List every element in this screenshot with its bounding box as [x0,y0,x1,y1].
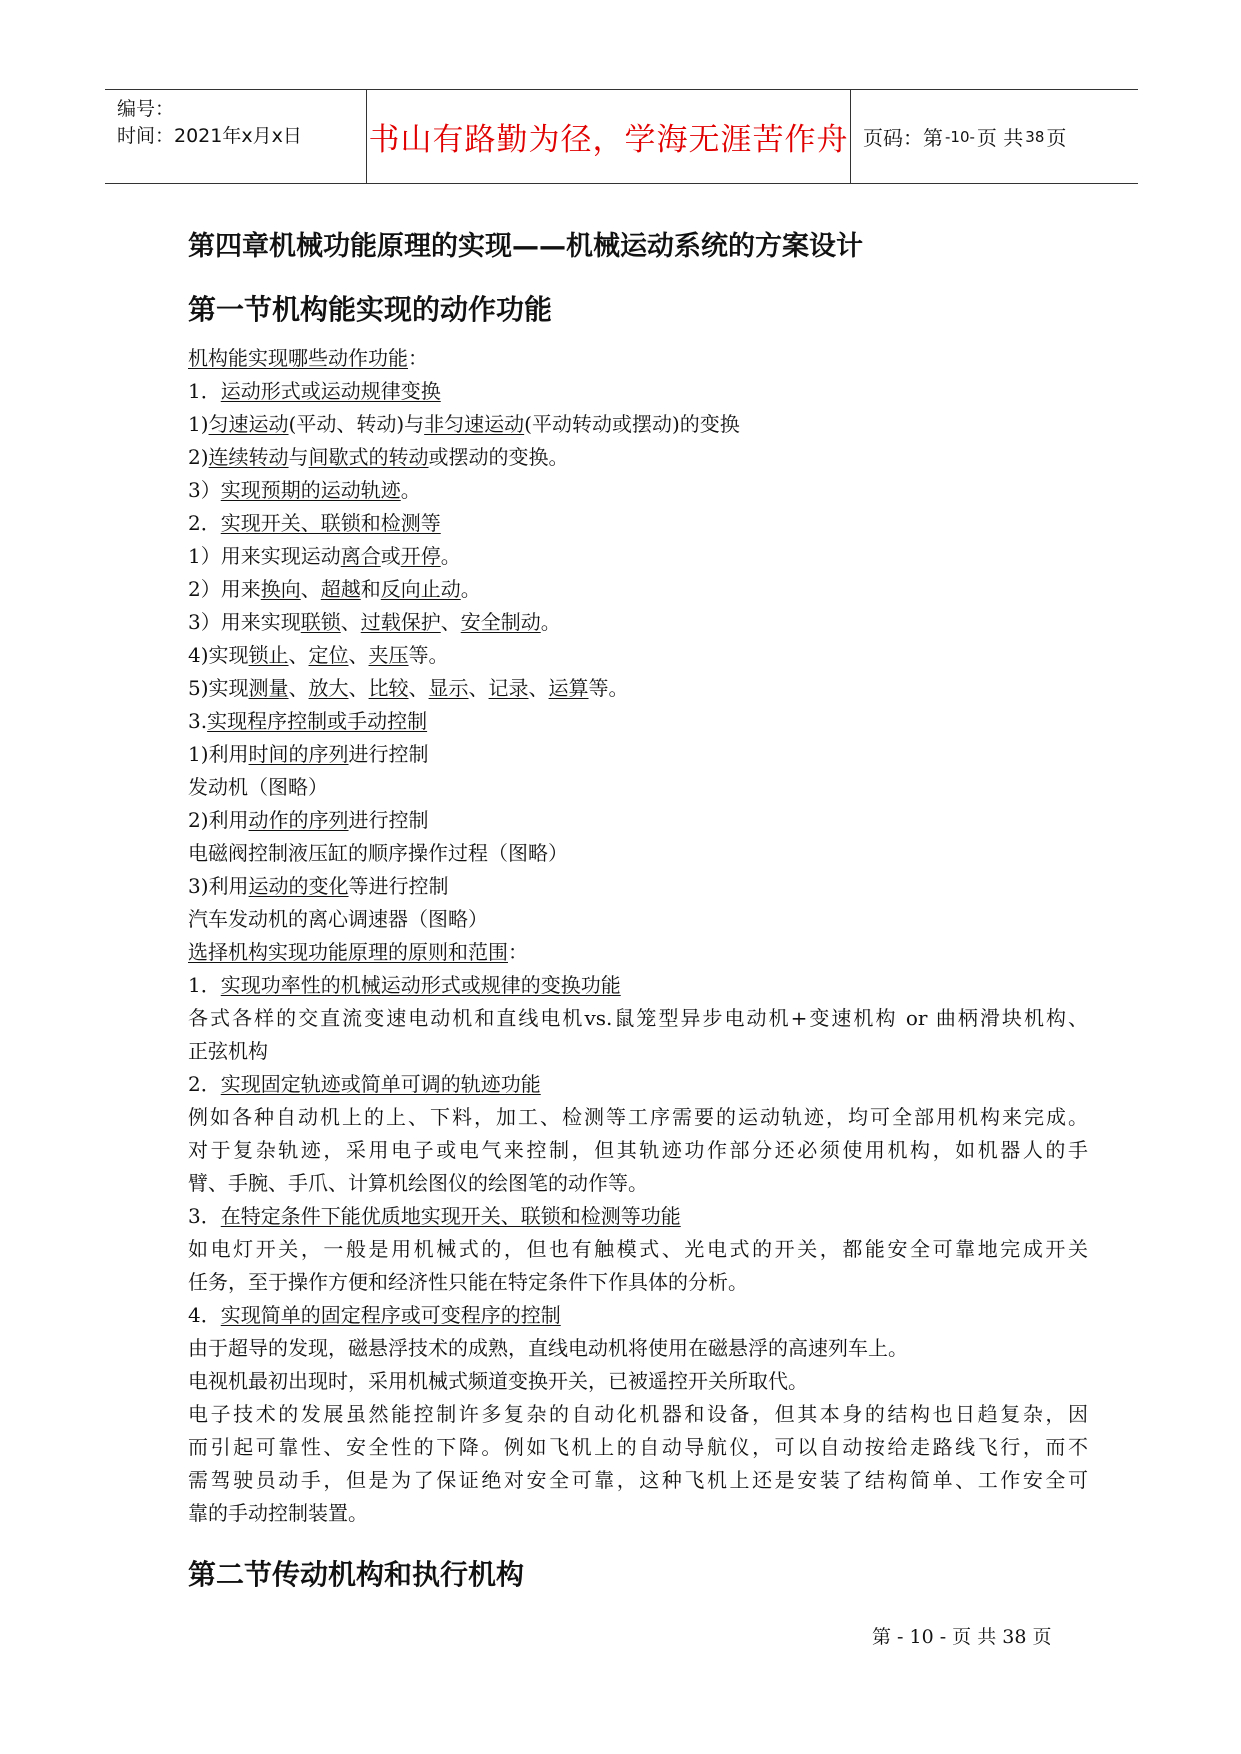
text-line [188,342,1088,375]
underlined-term: 夹压 [368,643,409,667]
text-segment: 如电灯开关，一般是用机械式的，但也有触模式、光电式的开关，都能安全可靠地完成开关 [188,1237,1088,1261]
text-segment: 电磁阀控制液压缸的顺序操作过程（图略） [188,841,568,865]
text-segment: 1． [188,379,221,403]
text-line [188,1365,1088,1398]
text-segment: 电视机最初出现时，采用机械式频道变换开关，已被遥控开关所取代。 [188,1369,808,1393]
text-line [188,573,1088,606]
motto-text: 书山有路勤为径，学海无涯苦作舟 [368,122,849,158]
underlined-term: 匀速运动 [208,412,289,436]
page-number: -10- [945,127,975,146]
text-line [188,1497,1088,1530]
underlined-term: 比较 [368,676,409,700]
text-segment: 2）用来 [188,577,261,601]
text-line [188,474,1088,507]
section-1-title: 第一节机构能实现的动作功能 [188,293,553,326]
text-segment: 等。 [408,643,449,667]
page-header [105,89,1138,184]
text-segment: ： [408,346,428,370]
page-prefix: 页码：第 [863,126,943,150]
text-segment: 5)实现 [188,676,249,700]
text-line [188,672,1088,705]
underlined-term: 机构能实现哪些动作功能 [188,346,408,370]
text-line [188,606,1088,639]
text-segment: 对于复杂轨迹，采用电子或电气来控制，但其轨迹功作部分还必须使用机构，如机器人的手 [188,1138,1088,1162]
underlined-term: 显示 [428,676,469,700]
underlined-term: 实现开关、联锁和检测等 [220,511,441,535]
underlined-term: 运动的变化 [248,874,349,898]
text-line [188,936,1088,969]
text-segment: 3. [188,709,208,733]
text-segment: 而引起可靠性、安全性的下降。例如飞机上的自动导航仪，可以自动按给走路线飞行，而不 [188,1435,1088,1459]
text-segment: 进行控制 [348,808,429,832]
text-segment: 3)利用 [188,874,249,898]
text-line [188,738,1088,771]
body-text [188,342,1088,1530]
chapter-title: 第四章机械功能原理的实现——机械运动系统的方案设计 [188,231,863,262]
text-line [188,837,1088,870]
text-segment: 、 [348,676,369,700]
text-segment: 、 [288,676,309,700]
text-line [188,1431,1088,1464]
text-segment: 汽车发动机的离心调速器（图略） [188,907,488,931]
text-segment: 任务，至于操作方便和经济性只能在特定条件下作具体的分析。 [188,1270,748,1294]
text-segment: 。 [400,478,421,502]
text-segment: 发动机（图略） [188,775,328,799]
text-segment: 1) [188,412,209,436]
header-left-cell [105,90,367,183]
underlined-term: 非匀速运动 [424,412,525,436]
text-segment: 例如各种自动机上的上、下料，加工、检测等工序需要的运动轨迹，均可全部用机构来完成。 [188,1105,1088,1129]
header-motto-cell [367,90,851,183]
page-total: 38 [1025,127,1045,146]
text-line [188,408,1088,441]
text-segment: 、 [300,577,321,601]
text-segment: 、 [440,610,461,634]
text-segment: 、 [408,676,429,700]
text-line [188,705,1088,738]
text-segment: 2． [188,1072,221,1096]
text-segment: 4)实现 [188,643,249,667]
text-line [188,1002,1088,1035]
text-segment: 进行控制 [348,742,429,766]
underlined-term: 动作的序列 [248,808,349,832]
underlined-term: 运动形式或运动规律变换 [220,379,441,403]
text-segment: 。 [540,610,561,634]
underlined-term: 超越 [320,577,361,601]
underlined-term: 运算 [548,676,589,700]
text-line [188,1167,1088,1200]
underlined-term: 间歇式的转动 [308,445,429,469]
text-segment: 3） [188,478,221,502]
text-segment: 、 [348,643,369,667]
underlined-term: 时间的序列 [248,742,349,766]
text-line [188,1200,1088,1233]
text-segment: 电子技术的发展虽然能控制许多复杂的自动化机器和设备，但其本身的结构也日趋复杂，因 [188,1402,1088,1426]
text-segment: 3）用来实现 [188,610,301,634]
underlined-term: 实现功率性的机械运动形式或规律的变换功能 [220,973,621,997]
underlined-term: 记录 [488,676,529,700]
text-line [188,1398,1088,1431]
text-line [188,639,1088,672]
underlined-term: 反向止动 [380,577,461,601]
text-line [188,1035,1088,1068]
underlined-term: 实现简单的固定程序或可变程序的控制 [220,1303,561,1327]
text-segment: 或摆动的变换。 [428,445,569,469]
underlined-term: 开停 [400,544,441,568]
text-line [188,1101,1088,1134]
text-line [188,1332,1088,1365]
time-label: 时间：2021年x月x日 [117,125,302,147]
text-line [188,1299,1088,1332]
text-segment: 1． [188,973,221,997]
text-segment: 由于超导的发现，磁悬浮技术的成熟，直线电动机将使用在磁悬浮的高速列车上。 [188,1336,908,1360]
text-segment: 2)利用 [188,808,249,832]
text-segment: 、 [528,676,549,700]
underlined-term: 联锁 [300,610,341,634]
text-segment: 、 [468,676,489,700]
text-segment: 臂、手腕、手爪、计算机绘图仪的绘图笔的动作等。 [188,1171,648,1195]
text-line [188,969,1088,1002]
underlined-term: 放大 [308,676,349,700]
text-segment: 正弦机构 [188,1039,268,1063]
text-segment: 3． [188,1204,221,1228]
text-segment: (平动转动或摆动)的变换 [524,412,740,436]
page-end: 页 [1046,126,1067,150]
text-segment: 4． [188,1303,221,1327]
text-segment: 需驾驶员动手，但是为了保证绝对安全可靠，这种飞机上还是安装了结构简单、工作安全可 [188,1468,1088,1492]
text-line [188,1233,1088,1266]
text-segment: 等进行控制 [348,874,449,898]
underlined-term: 实现固定轨迹或简单可调的轨迹功能 [220,1072,541,1096]
text-segment: (平动、转动)与 [288,412,425,436]
text-line [188,540,1088,573]
underlined-term: 测量 [248,676,289,700]
underlined-term: 定位 [308,643,349,667]
underlined-term: 安全制动 [460,610,541,634]
underlined-term: 换向 [260,577,301,601]
text-segment: 1）用来实现运动 [188,544,341,568]
text-segment: 。 [460,577,481,601]
text-segment: 2． [188,511,221,535]
text-segment: 各式各样的交直流变速电动机和直线电机vs.鼠笼型异步电动机+变速机构 or 曲柄滑块机构、 [188,1006,1088,1030]
underlined-term: 实现程序控制或手动控制 [207,709,428,733]
text-line [188,1464,1088,1497]
text-segment: 等。 [588,676,629,700]
text-line [188,1068,1088,1101]
text-line [188,903,1088,936]
text-segment: 1)利用 [188,742,249,766]
underlined-term: 锁止 [248,643,289,667]
underlined-term: 实现预期的运动轨迹 [220,478,401,502]
text-segment: 、 [340,610,361,634]
page-suffix: 页 共 [976,126,1024,150]
text-line [188,804,1088,837]
underlined-term: 选择机构实现功能原理的原则和范围 [188,940,508,964]
page-footer: 第 - 10 - 页 共 38 页 [872,1626,1052,1648]
text-segment: 和 [360,577,381,601]
text-line [188,771,1088,804]
text-line [188,1266,1088,1299]
header-page-cell [851,90,1138,183]
text-segment: 2) [188,445,209,469]
text-line [188,1134,1088,1167]
text-line [188,375,1088,408]
text-segment: ： [508,940,528,964]
text-segment: 与 [288,445,309,469]
text-segment: 靠的手动控制装置。 [188,1501,368,1525]
number-label: 编号： [117,98,175,120]
section-2-title: 第二节传动机构和执行机构 [188,1558,525,1591]
underlined-term: 过载保护 [360,610,441,634]
text-line [188,441,1088,474]
underlined-term: 在特定条件下能优质地实现开关、联锁和检测等功能 [220,1204,681,1228]
underlined-term: 离合 [340,544,381,568]
underlined-term: 连续转动 [208,445,289,469]
text-segment: 。 [440,544,461,568]
text-line [188,870,1088,903]
text-segment: 、 [288,643,309,667]
text-segment: 或 [380,544,401,568]
text-line [188,507,1088,540]
